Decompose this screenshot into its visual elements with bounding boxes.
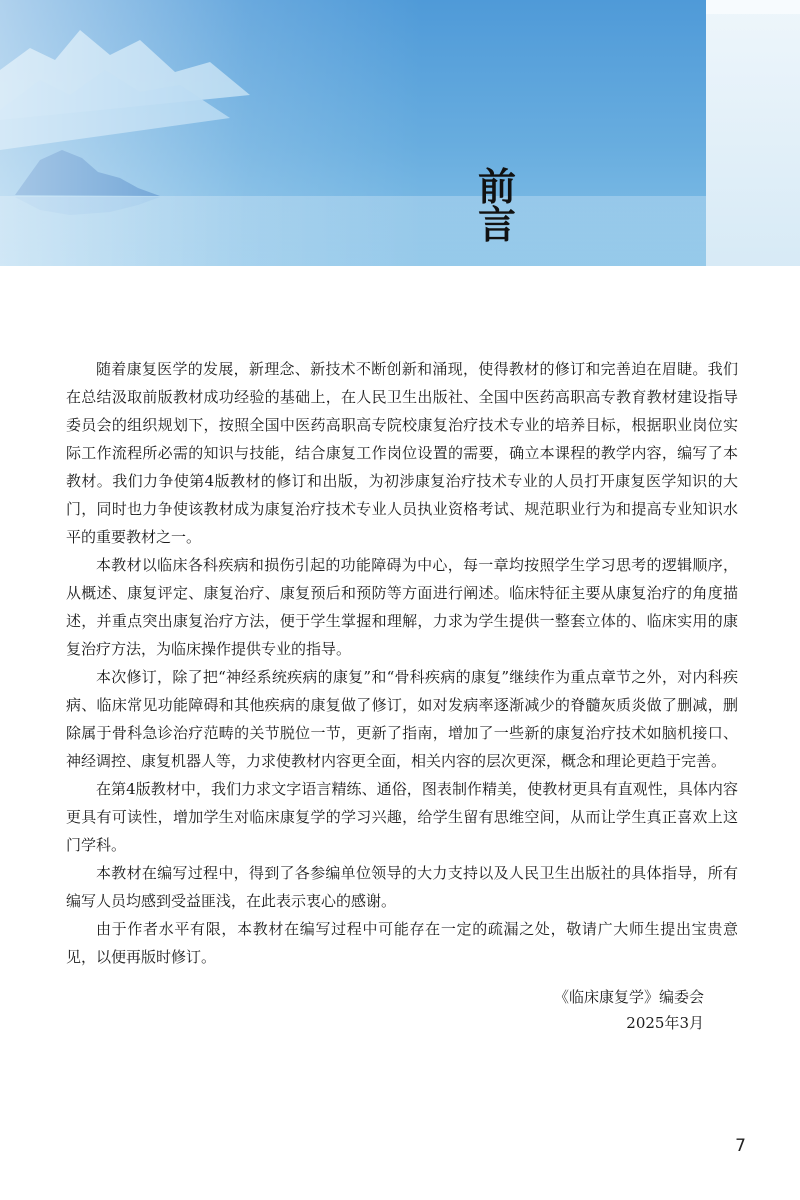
header-side-strip-top — [706, 0, 800, 14]
preface-paragraph: 本教材以临床各科疾病和损伤引起的功能障碍为中心，每一章均按照学生学习思考的逻辑顺序，从概述、康复评定、康复治疗、康复预后和预防等方面进行阐述。临床特征主要从康复治疗的角度描述，并重点突出康复治疗方法，便于学生掌握和理解，力求为学生提供一整套立体的、临床实用的康复治疗方法，为临床操作提供专业的指导。 — [66, 556, 738, 658]
signature-block — [554, 984, 704, 1036]
preface-paragraph: 本教材在编写过程中，得到了各参编单位领导的大力支持以及人民卫生出版社的具体指导，所有编写人员均感到受益匪浅，在此表示衷心的感谢。 — [66, 864, 738, 910]
preface-paragraph: 由于作者水平有限，本教材在编写过程中可能存在一定的疏漏之处，敬请广大师生提出宝贵意见，以便再版时修订。 — [66, 920, 738, 966]
preface-paragraph: 随着康复医学的发展，新理念、新技术不断创新和涌现，使得教材的修订和完善迫在眉睫。我们在总结汲取前版教材成功经验的基础上，在人民卫生出版社、全国中医药高职高专教育教材建设指导委员会的组织规划下，按照全国中医药高职高专院校康复治疗技术专业的培养目标，根据职业岗位实际工作流程所必需的知识与技能，结合康复工作岗位设置的需要，确立本课程的教学内容，编写了本教材。我们力争使第4版教材的修订和出版，为初涉康复治疗技术专业的人员打开康复医学知识的大门，同时也力争使该教材成为康复治疗技术专业人员执业资格考试、规范职业行为和提高专业知识水平的重要教材之一。 — [66, 360, 738, 546]
preface-paragraph: 在第4版教材中，我们力求文字语言精练、通俗，图表制作精美，使教材更具有直观性，具体内容更具有可读性，增加学生对临床康复学的学习兴趣，给学生留有思维空间，从而让学生真正喜欢上这门学科。 — [66, 780, 738, 854]
preface-body — [66, 355, 738, 971]
editorial-committee: 《临床康复学》编委会 — [553, 988, 704, 1006]
preface-paragraph: 本次修订，除了把“神经系统疾病的康复”和“骨科疾病的康复”继续作为重点章节之外，对内科疾病、临床常见功能障碍和其他疾病的康复做了修订，如对发病率逐渐减少的脊髓灰质炎做了删减，删除属于骨科急诊治疗范畴的关节脱位一节，更新了指南，增加了一些新的康复治疗技术如脑机接口、神经调控、康复机器人等，力求使教材内容更全面，相关内容的层次更深，概念和理论更趋于完善。 — [66, 668, 738, 770]
page-title: 前 言 — [478, 165, 545, 247]
header-side-strip — [706, 0, 800, 266]
page-number: 7 — [735, 1136, 746, 1156]
signature-date: 2025年3月 — [626, 1014, 704, 1032]
